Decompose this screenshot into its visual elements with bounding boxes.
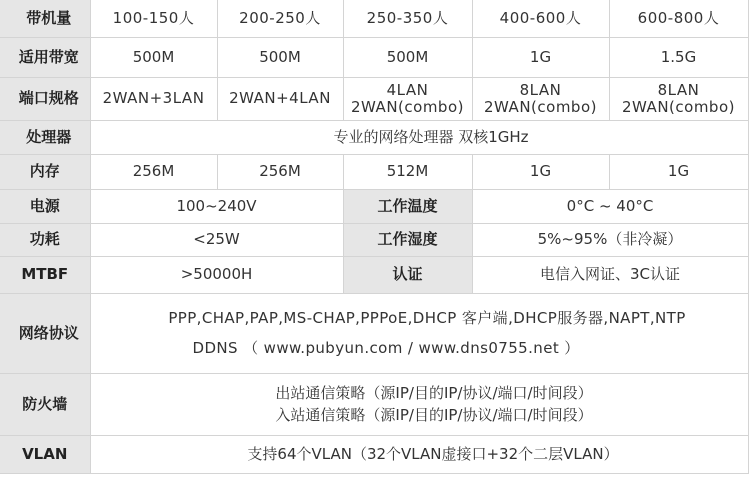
table-row-processor: [0, 120, 748, 154]
capacity-value: 200-250人: [217, 0, 343, 37]
mtbf-value: >50000H: [90, 256, 343, 293]
consumption-value: <25W: [90, 223, 343, 256]
ports-line: 8LAN: [657, 80, 700, 99]
table-row-ports: [0, 77, 748, 120]
vlan-value: 支持64个VLAN（32个VLAN虚接口+32个二层VLAN）: [90, 435, 748, 473]
firewall-line: 入站通信策略（源IP/目的IP/协议/端口/时间段）: [275, 406, 593, 424]
ports-line: 2WAN(combo): [351, 97, 464, 116]
protocols-line: DDNS （ www.pubyun.com / www.dns0755.net ）: [192, 338, 580, 357]
bandwidth-value: 500M: [90, 37, 217, 77]
humidity-value: 5%~95%（非冷凝）: [472, 223, 748, 256]
bandwidth-value: 1.5G: [609, 37, 748, 77]
table-row-power: [0, 189, 748, 223]
power-value: 100~240V: [90, 189, 343, 223]
temperature-value: 0°C ~ 40°C: [472, 189, 748, 223]
table-row-protocols: [0, 293, 748, 373]
row-label-consumption: 功耗: [0, 223, 90, 256]
row-label-mtbf: MTBF: [0, 256, 90, 293]
table-row-bandwidth: [0, 37, 748, 77]
ports-line: 4LAN: [386, 80, 429, 99]
memory-value: 512M: [343, 154, 472, 189]
capacity-value: 100-150人: [90, 0, 217, 37]
row-label-vlan: VLAN: [0, 435, 90, 473]
ports-line: 2WAN+4LAN: [229, 89, 331, 107]
protocols-value: [90, 293, 748, 373]
table-row-capacity: [0, 0, 748, 37]
memory-value: 256M: [217, 154, 343, 189]
capacity-value: 250-350人: [343, 0, 472, 37]
memory-value: 1G: [609, 154, 748, 189]
ports-value: [472, 77, 609, 120]
row-label-bandwidth: 适用带宽: [0, 37, 90, 77]
row-label-certification: 认证: [343, 256, 472, 293]
table-row-mtbf: [0, 256, 748, 293]
ports-line: 2WAN(combo): [622, 97, 735, 116]
row-label-firewall: 防火墙: [0, 373, 90, 435]
firewall-line: 出站通信策略（源IP/目的IP/协议/端口/时间段）: [275, 384, 593, 402]
ports-value: [609, 77, 748, 120]
row-label-memory: 内存: [0, 154, 90, 189]
firewall-value: [90, 373, 748, 435]
memory-value: 1G: [472, 154, 609, 189]
protocols-line: PPP,CHAP,PAP,MS-CHAP,PPPoE,DHCP 客户端,DHCP服务器,NAPT,NTP: [168, 308, 686, 327]
memory-value: 256M: [90, 154, 217, 189]
row-label-humidity: 工作湿度: [343, 223, 472, 256]
table-row-memory: [0, 154, 748, 189]
table-row-firewall: [0, 373, 748, 435]
bandwidth-value: 500M: [217, 37, 343, 77]
row-label-power: 电源: [0, 189, 90, 223]
row-label-protocols: 网络协议: [0, 293, 90, 373]
ports-line: 8LAN: [519, 80, 562, 99]
capacity-value: 400-600人: [472, 0, 609, 37]
ports-value: [217, 77, 343, 120]
ports-line: 2WAN(combo): [484, 97, 597, 116]
bandwidth-value: 500M: [343, 37, 472, 77]
processor-value: 专业的网络处理器 双核1GHz: [90, 120, 748, 154]
ports-line: 2WAN+3LAN: [102, 89, 205, 107]
capacity-value: 600-800人: [609, 0, 748, 37]
row-label-capacity: 带机量: [0, 0, 90, 37]
table-row-vlan: [0, 435, 748, 473]
ports-value: [90, 77, 217, 120]
row-label-temperature: 工作温度: [343, 189, 472, 223]
certification-value: 电信入网证、3C认证: [472, 256, 748, 293]
row-label-ports: 端口规格: [0, 77, 90, 120]
row-label-processor: 处理器: [0, 120, 90, 154]
bandwidth-value: 1G: [472, 37, 609, 77]
table-row-consumption: [0, 223, 748, 256]
ports-value: [343, 77, 472, 120]
